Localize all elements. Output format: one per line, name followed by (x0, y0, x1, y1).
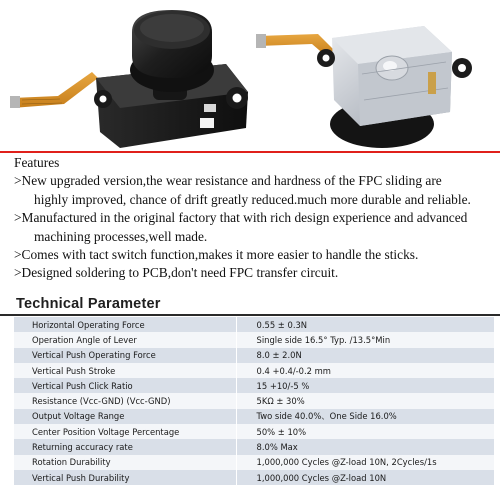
parameter-value: 5KΩ ± 30% (236, 393, 494, 408)
parameter-value: 50% ± 10% (236, 424, 494, 439)
section-divider (0, 151, 500, 153)
feature-line: >New upgraded version,the wear resistance and hardness of the FPC sliding are (14, 173, 442, 189)
features-list (14, 172, 498, 282)
parameter-value: 15 +10/-5 % (236, 378, 494, 393)
joystick-front-view (10, 10, 248, 148)
technical-parameter-title: Technical Parameter (16, 296, 161, 312)
parameter-row (14, 409, 494, 424)
parameter-value: 0.55 ± 0.3N (236, 317, 494, 332)
features-heading: Features (14, 155, 60, 170)
technical-parameter-rule (0, 314, 500, 316)
parameter-row (14, 455, 494, 470)
parameter-value: 8.0 ± 2.0N (236, 348, 494, 363)
technical-parameter-table (14, 317, 494, 485)
parameter-name: Horizontal Operating Force (14, 317, 236, 332)
parameter-row (14, 363, 494, 378)
parameter-row (14, 393, 494, 408)
joystick-back-view (256, 26, 472, 148)
parameter-name: Rotation Durability (14, 455, 236, 470)
parameter-name: Vertical Push Durability (14, 470, 236, 485)
parameter-name: Resistance (Vcc-GND) (Vcc-GND) (14, 393, 236, 408)
parameter-name: Center Position Voltage Percentage (14, 424, 236, 439)
feature-line: machining processes,well made. (34, 228, 208, 244)
parameter-row (14, 424, 494, 439)
parameter-name: Vertical Push Stroke (14, 363, 236, 378)
parameter-value: 0.4 +0.4/-0.2 mm (236, 363, 494, 378)
parameter-row (14, 348, 494, 363)
parameter-value: 8.0% Max (236, 439, 494, 454)
parameter-row (14, 378, 494, 393)
feature-line: highly improved, chance of drift greatly reduced.much more durable and reliable. (34, 191, 471, 207)
parameter-row (14, 317, 494, 332)
feature-line: >Manufactured in the original factory that with rich design experience and advanced (14, 210, 468, 226)
parameter-name: Vertical Push Operating Force (14, 348, 236, 363)
parameter-value: 1,000,000 Cycles @Z-load 10N, 2Cycles/1s (236, 455, 494, 470)
parameter-value: Two side 40.0%、One Side 16.0% (236, 409, 494, 424)
features-section (14, 154, 498, 283)
parameter-row (14, 470, 494, 485)
parameter-row (14, 439, 494, 454)
feature-line: >Comes with tact switch function,makes it more easier to handle the sticks. (14, 247, 419, 263)
parameter-row (14, 332, 494, 347)
product-photos (0, 0, 500, 150)
parameter-name: Vertical Push Click Ratio (14, 378, 236, 393)
parameter-value: 1,000,000 Cycles @Z-load 10N (236, 470, 494, 485)
parameter-name: Output Voltage Range (14, 409, 236, 424)
feature-line: >Designed soldering to PCB,don't need FPC transfer circuit. (14, 265, 339, 281)
parameter-name: Operation Angle of Lever (14, 332, 236, 347)
parameter-name: Returning accuracy rate (14, 439, 236, 454)
joystick-product-illustration (0, 0, 500, 150)
parameter-value: Single side 16.5° Typ. /13.5°Min (236, 332, 494, 347)
